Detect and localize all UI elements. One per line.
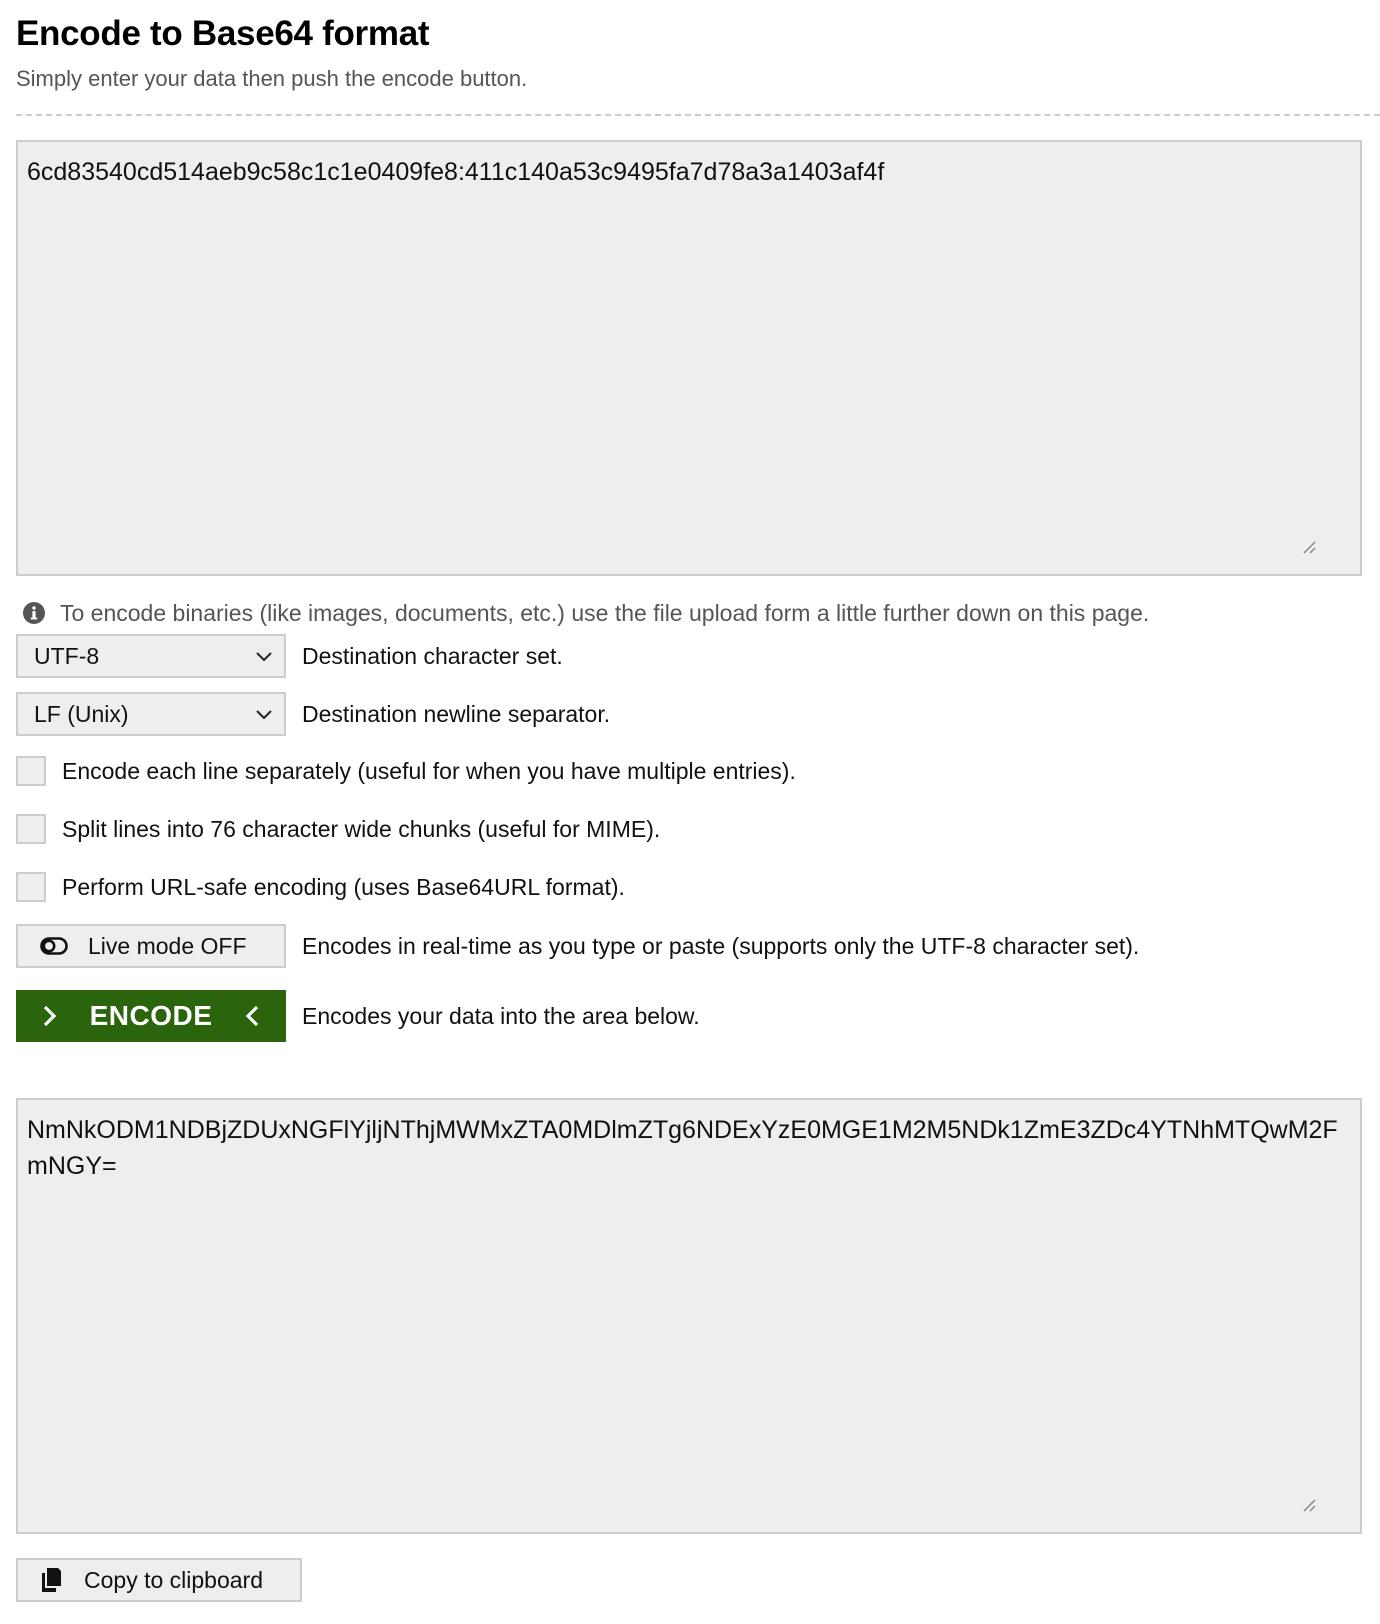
chevron-down-icon — [254, 646, 274, 666]
chevron-right-icon — [42, 1004, 58, 1028]
chevron-left-icon — [244, 1004, 260, 1028]
url-safe-checkbox[interactable] — [16, 872, 46, 902]
newline-select[interactable] — [16, 692, 286, 736]
live-mode-label: Live mode OFF — [88, 932, 247, 959]
url-safe-row — [16, 870, 625, 904]
copy-button-label: Copy to clipboard — [84, 1566, 263, 1593]
copy-to-clipboard-button[interactable] — [16, 1558, 302, 1602]
newline-selected-value: LF (Unix) — [34, 700, 129, 727]
output-resize-grip-icon[interactable] — [1302, 1498, 1316, 1512]
newline-label: Destination newline separator. — [302, 700, 611, 727]
encode-lines-separately-checkbox[interactable] — [16, 756, 46, 786]
encode-lines-separately-row — [16, 754, 796, 788]
split-lines-checkbox[interactable] — [16, 814, 46, 844]
info-text: To encode binaries (like images, documents, etc.) use the file upload form a little further down on this page. — [60, 599, 1150, 626]
chevron-down-icon — [254, 704, 274, 724]
encode-row — [16, 990, 700, 1042]
page-subtitle: Simply enter your data then push the encode button. — [16, 66, 528, 91]
toggle-off-icon — [40, 937, 68, 955]
binary-info-note — [22, 598, 1149, 628]
dashed-divider — [16, 114, 1380, 116]
charset-row — [16, 634, 563, 678]
encode-description: Encodes your data into the area below. — [302, 1002, 700, 1029]
live-mode-description: Encodes in real-time as you type or paste (supports only the UTF-8 character set). — [302, 932, 1140, 959]
encode-button-label: ENCODE — [89, 1000, 213, 1031]
encode-lines-separately-label[interactable]: Encode each line separately (useful for when you have multiple entries). — [62, 757, 796, 784]
split-lines-label[interactable]: Split lines into 76 character wide chunks (useful for MIME). — [62, 815, 661, 842]
clipboard-copy-icon — [40, 1567, 62, 1593]
output-textarea[interactable] — [16, 1098, 1362, 1534]
charset-label: Destination character set. — [302, 642, 563, 669]
encode-button[interactable] — [16, 990, 286, 1042]
page-title: Encode to Base64 format — [16, 14, 430, 53]
input-textarea[interactable] — [16, 140, 1362, 576]
split-lines-row — [16, 812, 660, 846]
info-circle-icon — [22, 601, 46, 625]
charset-select[interactable] — [16, 634, 286, 678]
newline-row — [16, 692, 610, 736]
live-mode-row — [16, 924, 1139, 968]
url-safe-label[interactable]: Perform URL-safe encoding (uses Base64URL format). — [62, 873, 625, 900]
charset-selected-value: UTF-8 — [34, 642, 100, 669]
input-resize-grip-icon[interactable] — [1302, 540, 1316, 554]
live-mode-button[interactable] — [16, 924, 286, 968]
